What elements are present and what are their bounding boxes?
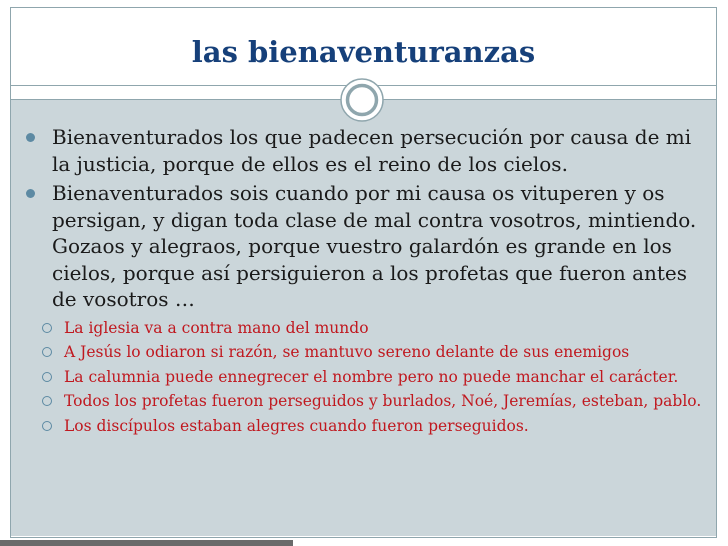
sub-bullet-text: Todos los profetas fueron perseguidos y burlados, Noé, Jeremías, esteban, pablo. — [64, 392, 702, 410]
sub-bullet-text: La iglesia va a contra mano del mundo — [64, 318, 369, 337]
ring-bullet-icon — [42, 347, 52, 357]
sub-bullet-text: Los discípulos estaban alegres cuando fueron perseguidos. — [64, 416, 529, 435]
ring-bullet-icon — [42, 372, 52, 382]
bullet-item — [20, 124, 710, 177]
slide-body — [20, 124, 710, 440]
slide-title: las bienaventuranzas — [191, 35, 536, 69]
footer-bar — [0, 540, 293, 546]
sub-bullet-item — [42, 416, 710, 438]
bullet-dot-icon — [26, 189, 35, 198]
sub-bullet-item — [42, 391, 710, 413]
circle-ornament-icon — [339, 77, 385, 123]
ring-bullet-icon — [42, 396, 52, 406]
sub-bullet-text: A Jesús lo odiaron si razón, se mantuvo sereno delante de sus enemigos — [64, 343, 630, 361]
sub-bullet-item — [42, 318, 710, 340]
bullet-dot-icon — [26, 133, 35, 142]
ring-bullet-icon — [42, 323, 52, 333]
bullet-text: Bienaventurados los que padecen persecución por causa de mi la justicia, porque de ellos es el reino de los cielos. — [52, 125, 692, 176]
sub-bullet-text: La calumnia puede ennegrecer el nombre pero no puede manchar el carácter. — [64, 367, 679, 386]
sub-bullet-item — [42, 342, 710, 364]
ring-bullet-icon — [42, 421, 52, 431]
bullet-text: Bienaventurados sois cuando por mi causa os vituperen y os persigan, y digan toda clase de mal contra vosotros, mintiendo. Gozaos y alegraos, porque vuestro galardón es grande en los cielos, porque así persiguieron a los profetas que fueron antes de vosotros … — [52, 181, 697, 311]
sub-bullet-item — [42, 367, 710, 389]
sub-bullet-list — [42, 318, 710, 438]
bullet-item — [20, 180, 710, 437]
title-area — [11, 8, 716, 85]
bullet-list — [20, 124, 710, 437]
